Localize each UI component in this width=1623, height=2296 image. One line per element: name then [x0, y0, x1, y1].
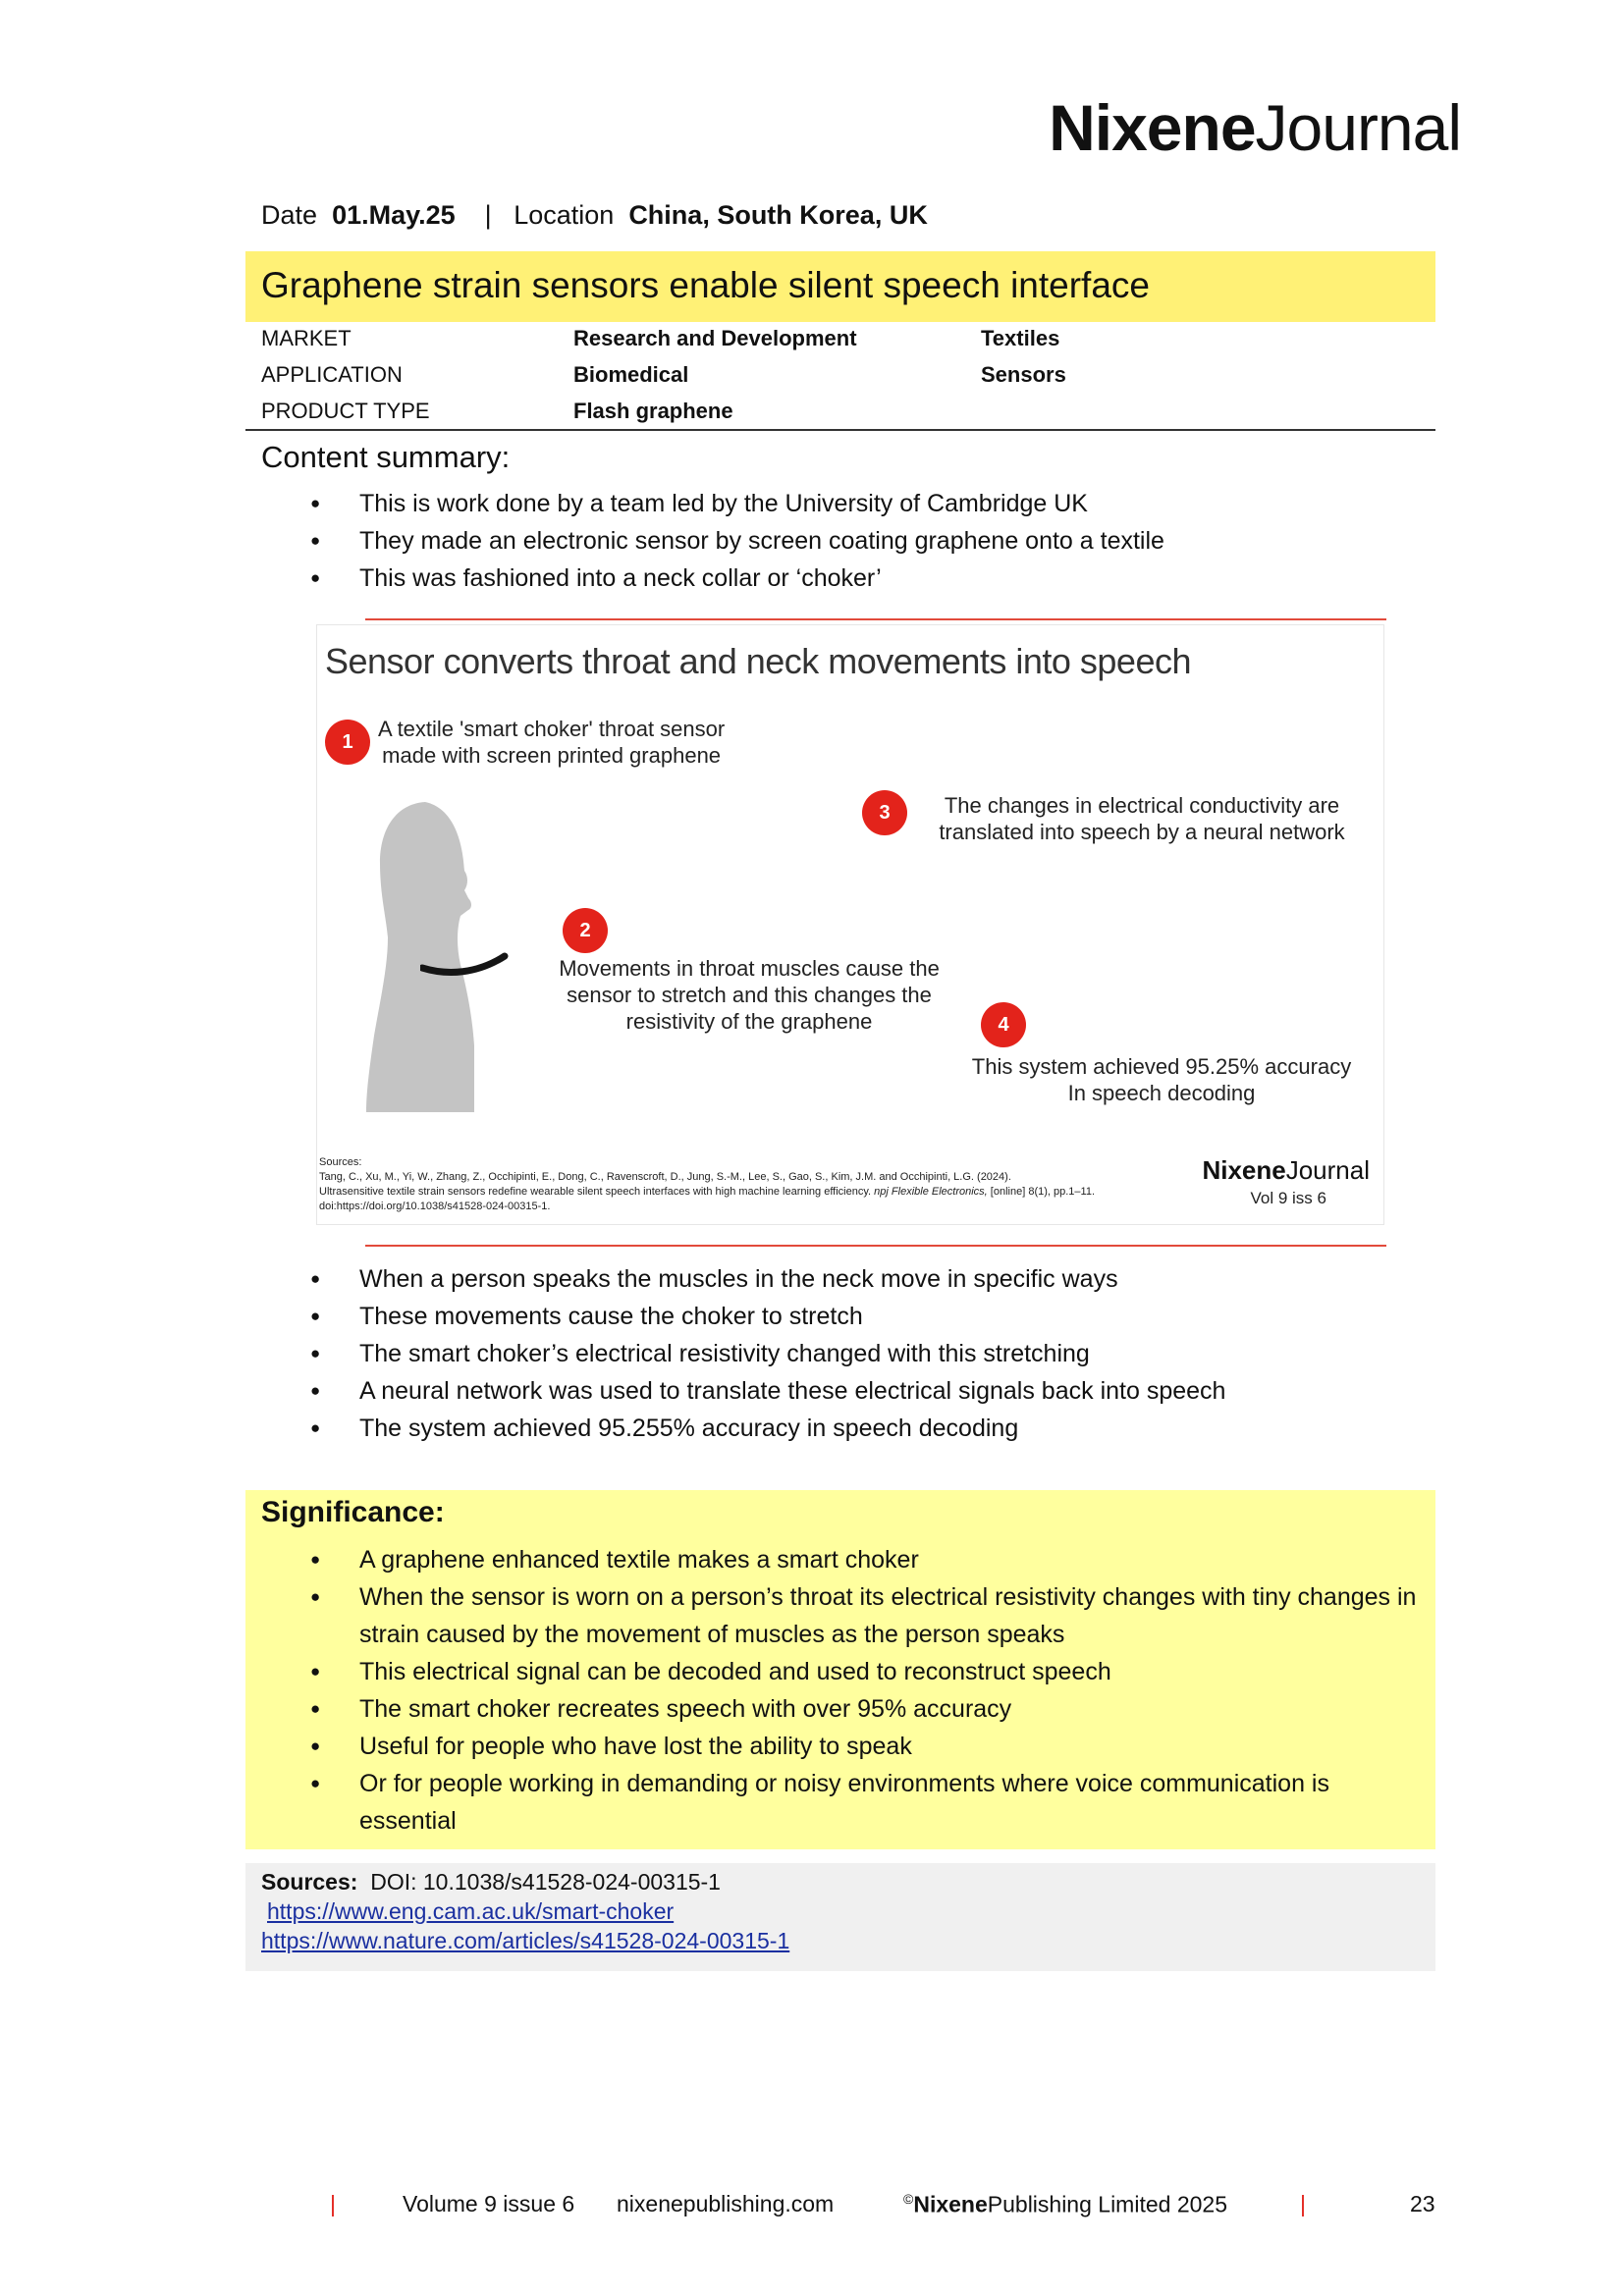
footer-bar-left: |	[330, 2191, 336, 2216]
list-item: ● A neural network was used to translate these electrical signals back into speech	[261, 1372, 1420, 1410]
step-3-line2: translated into speech by a neural network	[939, 820, 1345, 844]
meta-key: PRODUCT TYPE	[261, 399, 430, 423]
page-title: Graphene strain sensors enable silent speech interface	[261, 265, 1150, 305]
masthead-logo	[1049, 90, 1461, 165]
sources-box	[245, 1863, 1435, 1971]
summary-list-top	[261, 485, 1420, 597]
copyright-rest: Publishing Limited 2025	[987, 2191, 1227, 2217]
step-2-line1: Movements in throat muscles cause the	[559, 956, 940, 981]
list-item: ● When the sensor is worn on a person’s throat its electrical resistivity changes with tiny changes in strain caused by the movement of muscles as the person speaks	[261, 1578, 1420, 1653]
step-4-text	[946, 1053, 1378, 1106]
meta-value: Flash graphene	[573, 399, 733, 423]
step-2-line2: sensor to stretch and this changes the	[567, 983, 932, 1007]
sources-link1-line	[267, 1898, 674, 1925]
copyright-brand: Nixene	[913, 2191, 988, 2217]
figure-top-divider	[365, 618, 1386, 620]
figure-sources-line1: Tang, C., Xu, M., Yi, W., Zhang, Z., Occhipinti, E., Dong, C., Ravenscroft, D., Jung, S.-M., Lee, S., Gao, S., Kim, J.M. and Occhipinti, L.G. (2024).	[319, 1171, 1011, 1183]
meta-row-application	[261, 362, 1435, 399]
significance-list	[261, 1541, 1420, 1840]
step-2-line3: resistivity of the graphene	[625, 1009, 873, 1034]
footer-copyright	[903, 2191, 1227, 2218]
dateline	[261, 200, 928, 231]
step-3-badge: 3	[862, 790, 907, 835]
figure-sources-line3: [online] 8(1), pp.1–11. doi:https://doi.org/10.1038/s41528-024-00315-1.	[319, 1186, 1095, 1212]
meta-value-secondary: Textiles	[981, 326, 1060, 350]
list-item: ● This is work done by a team led by the University of Cambridge UK	[261, 485, 1420, 522]
step-3-line1: The changes in electrical conductivity are	[944, 793, 1340, 818]
meta-value: Biomedical	[573, 362, 689, 387]
infographic-figure	[316, 624, 1384, 1225]
step-1-line1: A textile 'smart choker' throat sensor	[378, 717, 726, 741]
content-summary-heading: Content summary:	[261, 440, 511, 474]
summary-list-bottom	[261, 1260, 1420, 1447]
figure-title: Sensor converts throat and neck movements into speech	[325, 641, 1191, 681]
meta-value-secondary: Sensors	[981, 362, 1066, 387]
footer-site: nixenepublishing.com	[617, 2191, 835, 2216]
list-item: ● A graphene enhanced textile makes a smart choker	[261, 1541, 1420, 1578]
step-3-text	[916, 792, 1368, 845]
step-1-line2: made with screen printed graphene	[382, 743, 722, 768]
figure-bottom-divider	[365, 1245, 1386, 1247]
significance-box	[245, 1490, 1435, 1849]
step-2-badge: 2	[563, 908, 608, 953]
figure-brand-light: Journal	[1285, 1155, 1370, 1185]
figure-sources-line2: Ultrasensitive textile strain sensors redefine wearable silent speech interfaces with high machine learning efficiency.	[319, 1186, 872, 1198]
date-value: 01.May.25	[332, 200, 456, 230]
footer-volume: Volume 9 issue 6	[403, 2191, 575, 2216]
step-1-text	[378, 716, 725, 769]
meta-table	[261, 326, 1435, 435]
figure-sources	[319, 1155, 1163, 1214]
masthead-brand-bold: Nixene	[1049, 91, 1256, 164]
source-link-cambridge[interactable]: https://www.eng.cam.ac.uk/smart-choker	[267, 1898, 675, 1924]
sources-doi: DOI: 10.1038/s41528-024-00315-1	[370, 1869, 721, 1895]
significance-heading: Significance:	[261, 1496, 445, 1528]
meta-divider	[245, 429, 1435, 431]
list-item: ● Or for people working in demanding or noisy environments where voice communication is essential	[261, 1765, 1420, 1840]
list-item: ● These movements cause the choker to stretch	[261, 1298, 1420, 1335]
page-number: 23	[1410, 2191, 1435, 2216]
meta-key: APPLICATION	[261, 362, 403, 387]
location-value: China, South Korea, UK	[628, 200, 928, 230]
figure-sources-journal: npj Flexible Electronics,	[874, 1186, 988, 1198]
figure-brand-logo	[1202, 1155, 1370, 1186]
list-item: ● The smart choker’s electrical resistivity changed with this stretching	[261, 1335, 1420, 1372]
list-item: ● This electrical signal can be decoded and used to reconstruct speech	[261, 1653, 1420, 1690]
headline-bar	[245, 251, 1435, 322]
figure-volume: Vol 9 iss 6	[1250, 1189, 1326, 1207]
sources-link2-line	[261, 1928, 789, 1954]
list-item: ● They made an electronic sensor by screen coating graphene onto a textile	[261, 522, 1420, 560]
list-item: ● Useful for people who have lost the ability to speak	[261, 1728, 1420, 1765]
list-item: ● The smart choker recreates speech with over 95% accuracy	[261, 1690, 1420, 1728]
step-1-badge: 1	[325, 720, 370, 765]
sources-doi-line	[261, 1869, 721, 1896]
figure-brand-bold: Nixene	[1202, 1155, 1286, 1185]
meta-key: MARKET	[261, 326, 352, 350]
source-link-nature[interactable]: https://www.nature.com/articles/s41528-024-00315-1	[261, 1928, 790, 1953]
masthead-brand-light: Journal	[1255, 91, 1461, 164]
meta-value: Research and Development	[573, 326, 857, 350]
choker-band-icon	[420, 946, 509, 976]
copyright-symbol: ©	[903, 2191, 914, 2207]
step-2-text	[543, 955, 955, 1035]
step-4-badge: 4	[981, 1002, 1026, 1047]
date-label: Date	[261, 200, 318, 230]
sources-label: Sources:	[261, 1869, 358, 1895]
list-item: ● This was fashioned into a neck collar or ‘choker’	[261, 560, 1420, 597]
meta-row-market	[261, 326, 1435, 362]
list-item: ● The system achieved 95.255% accuracy in speech decoding	[261, 1410, 1420, 1447]
footer-bar-right: |	[1300, 2191, 1306, 2216]
step-4-line2: In speech decoding	[1067, 1081, 1256, 1105]
list-item: ● When a person speaks the muscles in the neck move in specific ways	[261, 1260, 1420, 1298]
step-4-line1: This system achieved 95.25% accuracy	[971, 1054, 1352, 1079]
dateline-separator: |	[484, 200, 492, 230]
location-label: Location	[514, 200, 615, 230]
figure-sources-label: Sources:	[319, 1156, 362, 1168]
